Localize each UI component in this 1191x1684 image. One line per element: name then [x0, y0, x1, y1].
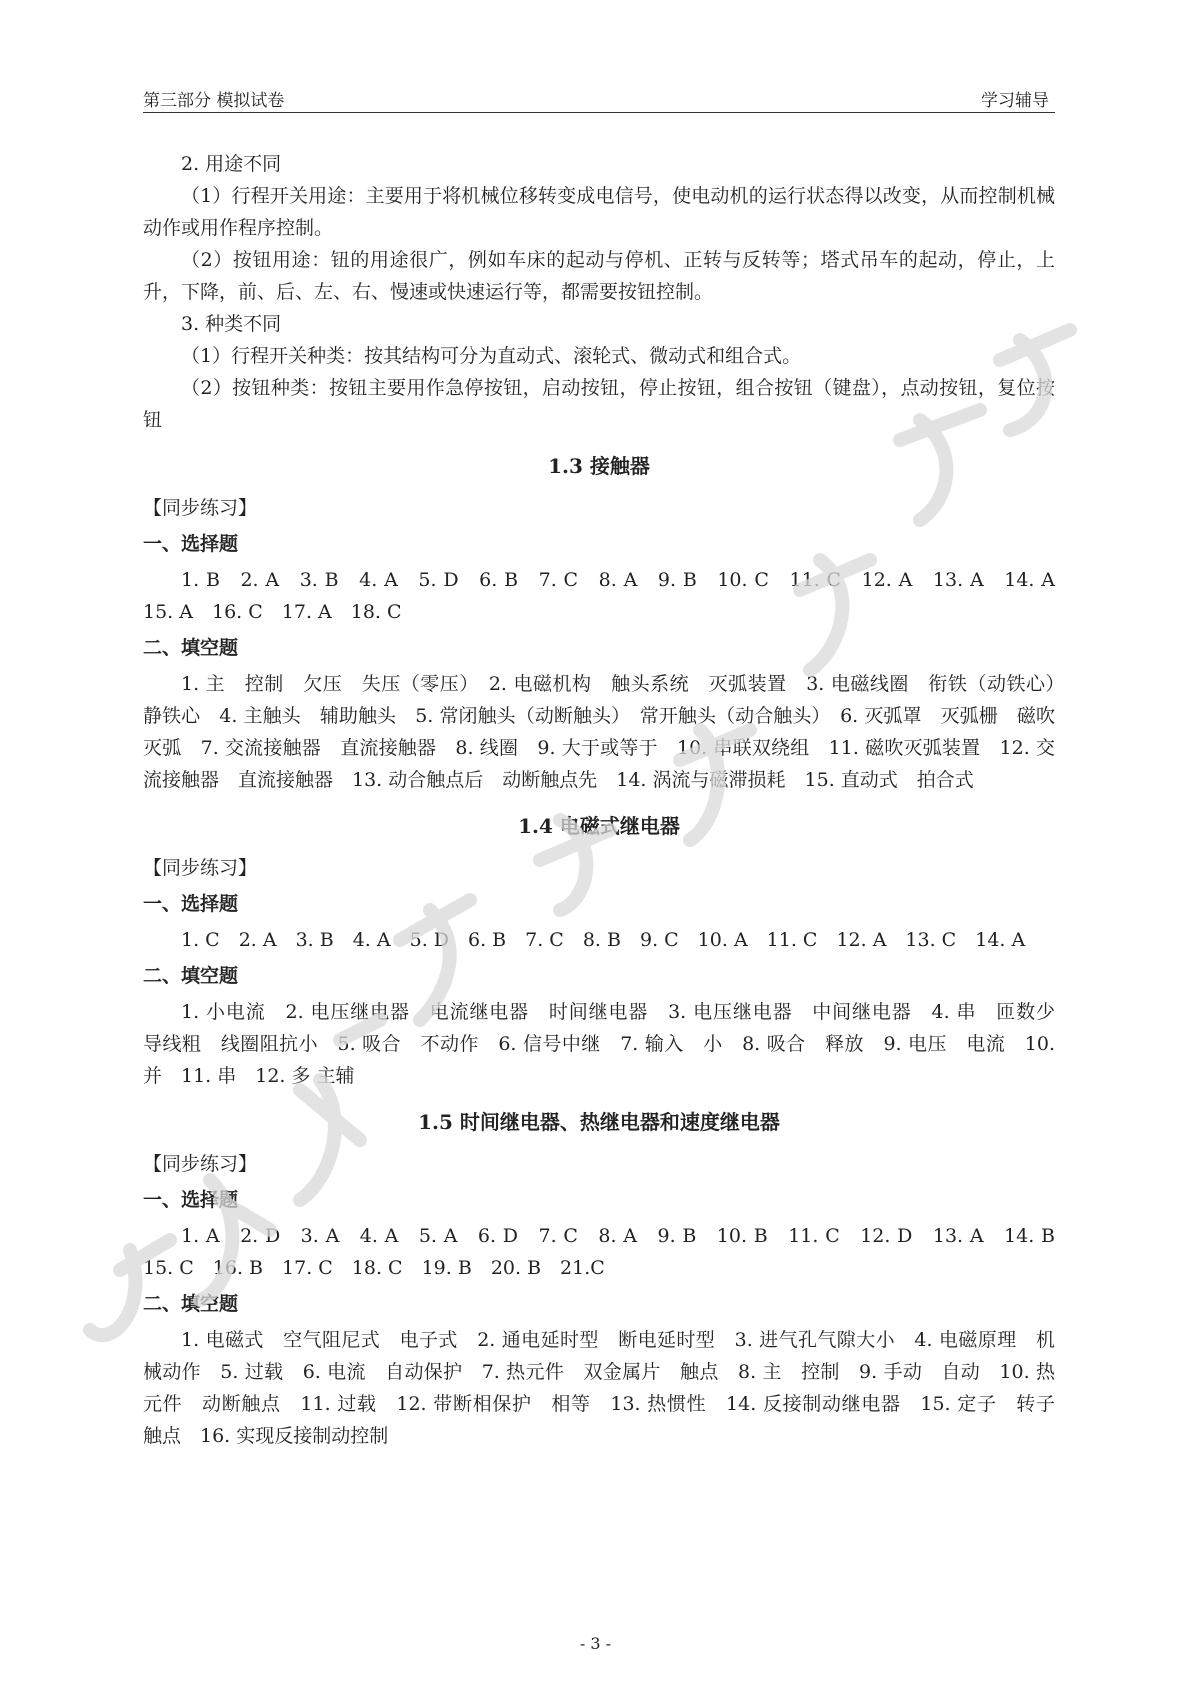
intro-line-4: 3. 种类不同 [181, 313, 282, 335]
practice-label-1-3: 【同步练习】 [143, 497, 258, 519]
header-left: 第三部分 模拟试卷 [143, 91, 285, 111]
fill-answers-1-3: 1. 主 控制 欠压 失压（零压） 2. 电磁机构 触头系统 灭弧装置 3. 电磁线圈 衔铁（动铁心） 静铁心 4. 主触头 辅助触头 5. 常闭触头（动断触头） 常开触头（动合触头） 6. 灭弧罩 灭弧栅 磁吹灭弧 7. 交流接触器 直流接触器 8. 线圈 9. 大于或等于 10. 串联双绕组 11. 磁吹灭弧装置 12. 交流接触器 直流接触器 13. 动合触点后 动断触点先 14. 涡流与磁滞损耗 15. 直动式 拍合式 [143, 673, 1075, 791]
intro-line-2: （1）行程开关用途：主要用于将机械位移转变成电信号，使电动机的运行状态得以改变，从而控制机械动作或用作程序控制。 [143, 185, 1055, 239]
choice-answers-1-5: 1. A 2. D 3. A 4. A 5. A 6. D 7. C 8. A 9. B 10. B 11. C 12. D 13. A 14. B 15. C 16. B 17. C 18. C 19. B 20. B 21.C [143, 1225, 1075, 1279]
fill-heading-1-3: 二、填空题 [143, 637, 239, 659]
intro-line-1: 2. 用途不同 [181, 153, 282, 175]
section-title-1-5: 1.5 时间继电器、热继电器和速度继电器 [418, 1110, 780, 1134]
fill-answers-1-5: 1. 电磁式 空气阻尼式 电子式 2. 通电延时型 断电延时型 3. 进气孔气隙大小 4. 电磁原理 机械动作 5. 过载 6. 电流 自动保护 7. 热元件 双金属片 触点 8. 主 控制 9. 手动 自动 10. 热元件 动断触点 11. 过载 12. 带断相保护 相等 13. 热惯性 14. 反接制动继电器 15. 定子 转子 触点 16. 实现反接制动控制 [143, 1329, 1075, 1447]
intro-line-5: （1）行程开关种类：按其结构可分为直动式、滚轮式、微动式和组合式。 [181, 345, 802, 367]
intro-line-3: （2）按钮用途：钮的用途很广，例如车床的起动与停机、正转与反转等；塔式吊车的起动，停止，上升，下降，前、后、左、右、慢速或快速运行等，都需要按钮控制。 [143, 249, 1055, 303]
section-title-1-4: 1.4 电磁式继电器 [518, 814, 680, 838]
choice-heading-1-5: 一、选择题 [143, 1189, 239, 1211]
choice-answers-1-3: 1. B 2. A 3. B 4. A 5. D 6. B 7. C 8. A 9. B 10. C 11. C 12. A 13. A 14. A 15. A 16. C 17. A 18. C [143, 569, 1075, 623]
page-content [143, 148, 1075, 1452]
fill-heading-1-5: 二、填空题 [143, 1293, 239, 1315]
practice-label-1-4: 【同步练习】 [143, 857, 258, 879]
fill-heading-1-4: 二、填空题 [143, 965, 239, 987]
page-number: - 3 - [579, 1634, 612, 1653]
practice-label-1-5: 【同步练习】 [143, 1153, 258, 1175]
choice-heading-1-3: 一、选择题 [143, 533, 239, 555]
fill-answers-1-4: 1. 小电流 2. 电压继电器 电流继电器 时间继电器 3. 电压继电器 中间继电器 4. 串 匝数少 导线粗 线圈阻抗小 5. 吸合 不动作 6. 信号中继 7. 输入 小 8. 吸合 释放 9. 电压 电流 10. 并 11. 串 12. 多 主辅 [143, 1001, 1075, 1087]
choice-answers-1-4: 1. C 2. A 3. B 4. A 5. D 6. B 7. C 8. B 9. C 10. A 11. C 12. A 13. C 14. A [181, 929, 1026, 951]
choice-heading-1-4: 一、选择题 [143, 893, 239, 915]
page-header [143, 84, 1055, 113]
section-title-1-3: 1.3 接触器 [548, 454, 650, 478]
intro-line-6: （2）按钮种类：按钮主要用作急停按钮，启动按钮，停止按钮，组合按钮（键盘），点动按钮，复位按钮 [143, 377, 1055, 431]
header-right: 学习辅导 [981, 91, 1049, 111]
